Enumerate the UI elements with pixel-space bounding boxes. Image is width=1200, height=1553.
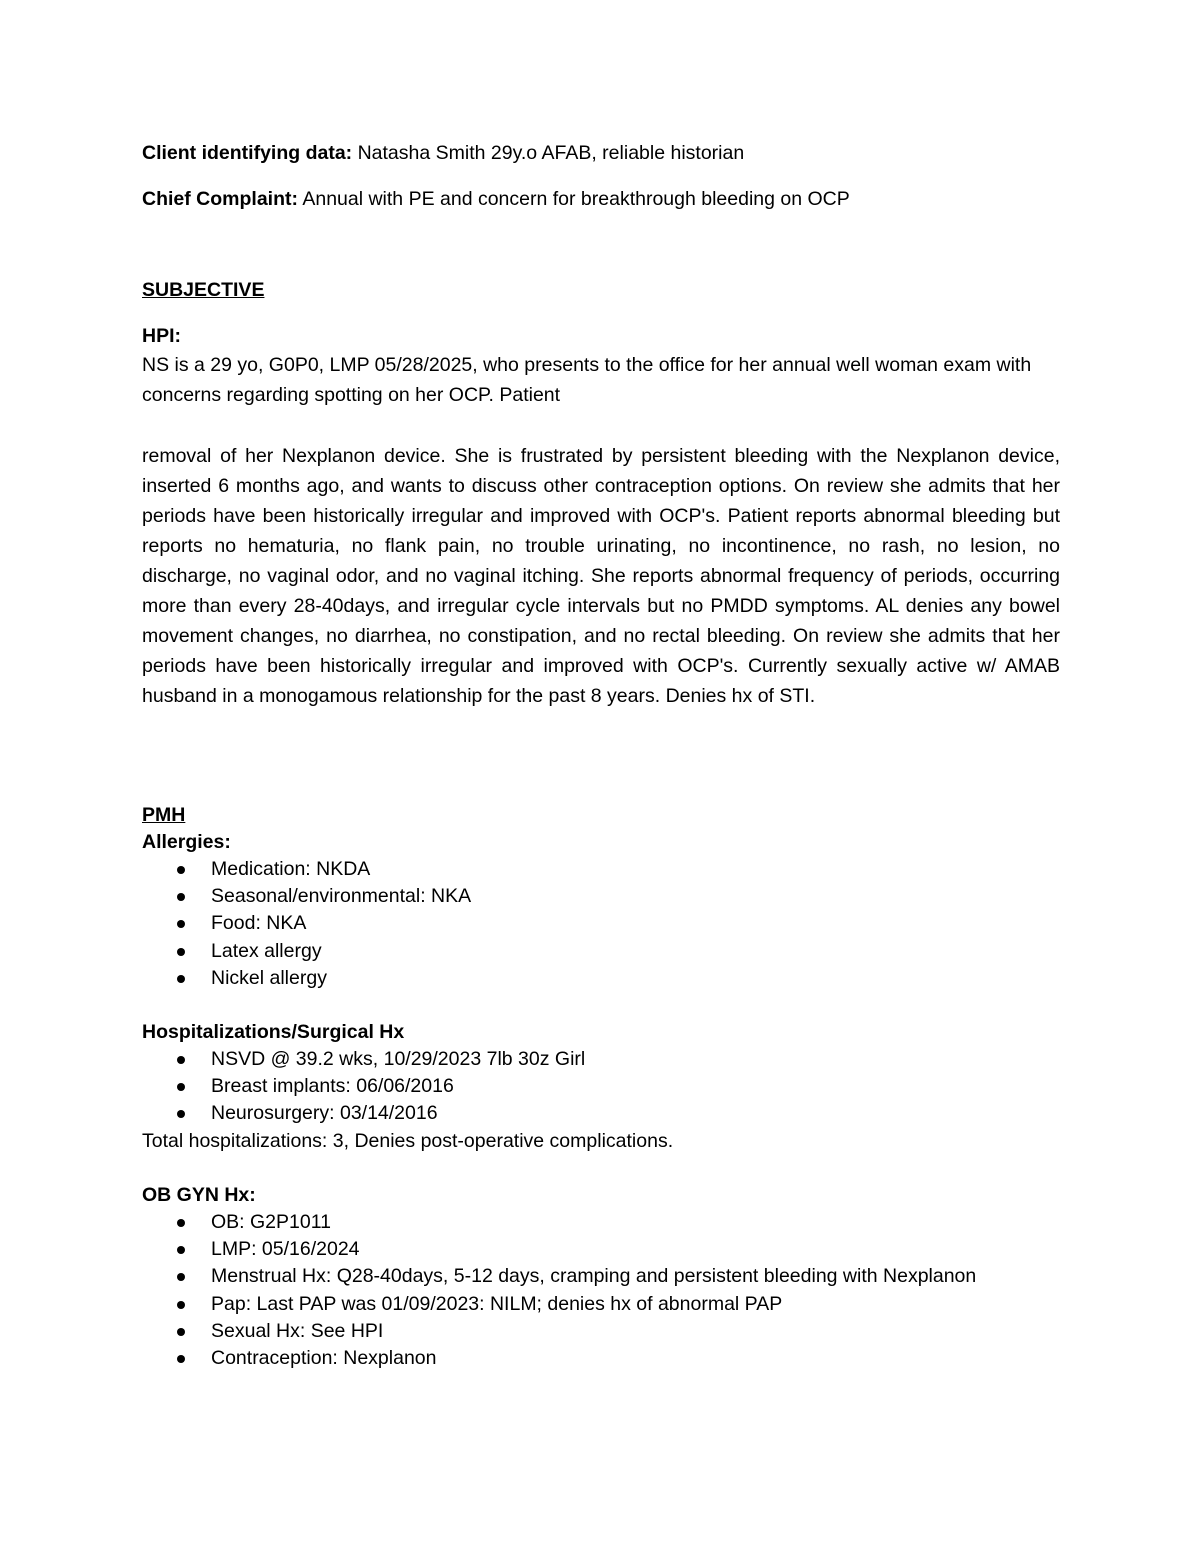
subjective-heading: SUBJECTIVE — [142, 279, 265, 301]
surgical-hx-label: Hospitalizations/Surgical Hx — [142, 1021, 405, 1043]
bullet-icon — [177, 1083, 185, 1091]
list-item: Seasonal/environmental: NKA — [142, 883, 471, 910]
list-item: Pap: Last PAP was 01/09/2023: NILM; denies hx of abnormal PAP — [142, 1291, 976, 1318]
bullet-icon — [177, 1273, 185, 1281]
surgical-hx-list — [142, 1046, 585, 1128]
bullet-icon — [177, 1246, 185, 1254]
bullet-icon — [177, 1301, 185, 1309]
bullet-icon — [177, 1056, 185, 1064]
list-item: Medication: NKDA — [142, 856, 471, 883]
allergies-list — [142, 856, 471, 992]
obgyn-hx-list — [142, 1209, 976, 1372]
hpi-label: HPI: — [142, 325, 181, 347]
bullet-icon — [177, 920, 185, 928]
list-item: Nickel allergy — [142, 965, 471, 992]
bullet-icon — [177, 893, 185, 901]
list-item: Food: NKA — [142, 910, 471, 937]
bullet-icon — [177, 1219, 185, 1227]
hpi-body: removal of her Nexplanon device. She is frustrated by persistent bleeding with the Nexplanon device, inserted 6 months ago, and wants to discuss other contraception options. On review she admits that her periods have been historically irregular and improved with OCP's. Patient reports abnormal bleeding but reports no hematuria, no flank pain, no trouble urinating, no incontinence, no rash, no lesion, no discharge, no vaginal odor, and no vaginal itching. She reports abnormal frequency of periods, occurring more than every 28-40days, and irregular cycle intervals but no PMDD symptoms. AL denies any bowel movement changes, no diarrhea, no constipation, and no rectal bleeding. On review she admits that her periods have been historically irregular and improved with OCP's. Currently sexually active w/ AMAB husband in a monogamous relationship for the past 8 years. Denies hx of STI. — [142, 445, 1060, 707]
hpi-intro: NS is a 29 yo, G0P0, LMP 05/28/2025, who presents to the office for her annual well woman exam with concerns regarding spotting on her OCP. Patient — [142, 354, 1032, 406]
bullet-icon — [177, 948, 185, 956]
surgical-hx-summary: Total hospitalizations: 3, Denies post-operative complications. — [142, 1130, 674, 1152]
bullet-icon — [177, 1328, 185, 1336]
list-item: NSVD @ 39.2 wks, 10/29/2023 7lb 30z Girl — [142, 1046, 585, 1073]
list-item: OB: G2P1011 — [142, 1209, 976, 1236]
list-item: Menstrual Hx: Q28-40days, 5-12 days, cramping and persistent bleeding with Nexplanon — [142, 1263, 976, 1290]
list-item: Breast implants: 06/06/2016 — [142, 1073, 585, 1100]
list-item: LMP: 05/16/2024 — [142, 1236, 976, 1263]
bullet-icon — [177, 975, 185, 983]
chief-complaint-value: Annual with PE and concern for breakthrough bleeding on OCP — [298, 188, 850, 210]
chief-complaint-label: Chief Complaint: — [142, 188, 298, 210]
client-identifying-data — [142, 142, 744, 165]
list-item: Latex allergy — [142, 938, 471, 965]
list-item: Neurosurgery: 03/14/2016 — [142, 1100, 585, 1127]
list-item: Contraception: Nexplanon — [142, 1345, 976, 1372]
chief-complaint — [142, 188, 850, 211]
bullet-icon — [177, 1355, 185, 1363]
list-item: Sexual Hx: See HPI — [142, 1318, 976, 1345]
client-label: Client identifying data: — [142, 142, 353, 164]
allergies-label: Allergies: — [142, 831, 231, 853]
bullet-icon — [177, 866, 185, 874]
obgyn-hx-label: OB GYN Hx: — [142, 1184, 256, 1206]
bullet-icon — [177, 1110, 185, 1118]
pmh-heading: PMH — [142, 804, 186, 826]
client-value: Natasha Smith 29y.o AFAB, reliable historian — [352, 142, 745, 164]
